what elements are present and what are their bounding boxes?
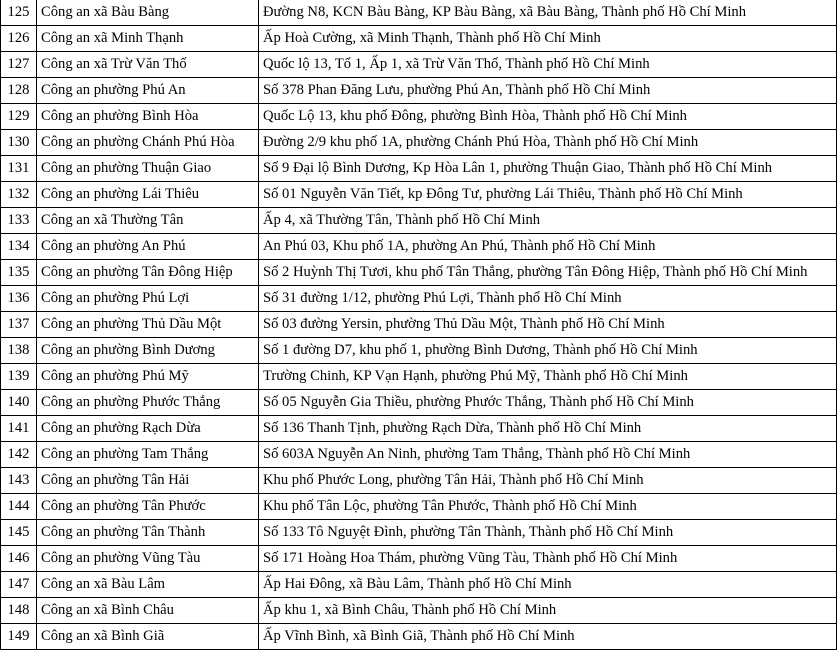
row-number-cell: 141 <box>1 416 37 442</box>
row-number-cell: 132 <box>1 182 37 208</box>
table-row <box>1 416 837 442</box>
table-row <box>1 78 837 104</box>
row-number-cell: 133 <box>1 208 37 234</box>
station-address-cell: Khu phố Phước Long, phường Tân Hải, Thành phố Hồ Chí Minh <box>259 468 837 494</box>
row-number-cell: 140 <box>1 390 37 416</box>
station-name-cell: Công an phường Bình Hòa <box>37 104 259 130</box>
table-row <box>1 468 837 494</box>
table-row <box>1 156 837 182</box>
table-row <box>1 624 837 650</box>
station-name-cell: Công an xã Bình Châu <box>37 598 259 624</box>
station-address-cell: Đường N8, KCN Bàu Bàng, KP Bàu Bàng, xã Bàu Bàng, Thành phố Hồ Chí Minh <box>259 0 837 26</box>
station-name-cell: Công an phường Bình Dương <box>37 338 259 364</box>
station-address-cell: Số 133 Tô Nguyệt Đình, phường Tân Thành, Thành phố Hồ Chí Minh <box>259 520 837 546</box>
station-address-cell: Số 01 Nguyễn Văn Tiết, kp Đông Tư, phường Lái Thiêu, Thành phố Hồ Chí Minh <box>259 182 837 208</box>
table-row <box>1 130 837 156</box>
row-number-cell: 137 <box>1 312 37 338</box>
station-address-cell: An Phú 03, Khu phố 1A, phường An Phú, Thành phố Hồ Chí Minh <box>259 234 837 260</box>
table-row <box>1 546 837 572</box>
table-row <box>1 312 837 338</box>
table-row <box>1 208 837 234</box>
table-row <box>1 338 837 364</box>
table-row <box>1 52 837 78</box>
station-address-cell: Đường 2/9 khu phố 1A, phường Chánh Phú Hòa, Thành phố Hồ Chí Minh <box>259 130 837 156</box>
station-name-cell: Công an xã Bàu Bàng <box>37 0 259 26</box>
row-number-cell: 125 <box>1 0 37 26</box>
row-number-cell: 147 <box>1 572 37 598</box>
station-name-cell: Công an phường Rạch Dừa <box>37 416 259 442</box>
station-address-cell: Ấp Hoà Cường, xã Minh Thạnh, Thành phố Hồ Chí Minh <box>259 26 837 52</box>
table-row <box>1 104 837 130</box>
table-row <box>1 494 837 520</box>
station-address-cell: Số 2 Huỳnh Thị Tươi, khu phố Tân Thắng, phường Tân Đông Hiệp, Thành phố Hồ Chí Minh <box>259 260 837 286</box>
station-address-cell: Ấp 4, xã Thường Tân, Thành phố Hồ Chí Minh <box>259 208 837 234</box>
table-row <box>1 182 837 208</box>
station-name-cell: Công an phường Phú Lợi <box>37 286 259 312</box>
table-row <box>1 364 837 390</box>
table-row <box>1 442 837 468</box>
row-number-cell: 149 <box>1 624 37 650</box>
station-name-cell: Công an phường Tân Thành <box>37 520 259 546</box>
station-name-cell: Công an phường Thủ Dầu Một <box>37 312 259 338</box>
row-number-cell: 148 <box>1 598 37 624</box>
station-name-cell: Công an phường Chánh Phú Hòa <box>37 130 259 156</box>
table-row <box>1 598 837 624</box>
station-address-cell: Khu phố Tân Lộc, phường Tân Phước, Thành phố Hồ Chí Minh <box>259 494 837 520</box>
station-name-cell: Công an xã Trừ Văn Thố <box>37 52 259 78</box>
table-row <box>1 26 837 52</box>
row-number-cell: 126 <box>1 26 37 52</box>
station-name-cell: Công an phường Tân Hải <box>37 468 259 494</box>
station-address-cell: Quốc lộ 13, Tổ 1, Ấp 1, xã Trừ Văn Thố, Thành phố Hồ Chí Minh <box>259 52 837 78</box>
station-name-cell: Công an phường Phú Mỹ <box>37 364 259 390</box>
row-number-cell: 145 <box>1 520 37 546</box>
station-name-cell: Công an xã Thường Tân <box>37 208 259 234</box>
row-number-cell: 127 <box>1 52 37 78</box>
row-number-cell: 136 <box>1 286 37 312</box>
row-number-cell: 139 <box>1 364 37 390</box>
station-address-cell: Số 171 Hoàng Hoa Thám, phường Vũng Tàu, Thành phố Hồ Chí Minh <box>259 546 837 572</box>
station-name-cell: Công an phường Phước Thắng <box>37 390 259 416</box>
table-row <box>1 390 837 416</box>
station-address-cell: Số 136 Thanh Tịnh, phường Rạch Dừa, Thành phố Hồ Chí Minh <box>259 416 837 442</box>
row-number-cell: 135 <box>1 260 37 286</box>
station-address-cell: Ấp Vĩnh Bình, xã Bình Giã, Thành phố Hồ Chí Minh <box>259 624 837 650</box>
station-name-cell: Công an phường Vũng Tàu <box>37 546 259 572</box>
station-address-cell: Số 378 Phan Đăng Lưu, phường Phú An, Thành phố Hồ Chí Minh <box>259 78 837 104</box>
station-name-cell: Công an phường Phú An <box>37 78 259 104</box>
station-address-cell: Quốc Lộ 13, khu phố Đông, phường Bình Hòa, Thành phố Hồ Chí Minh <box>259 104 837 130</box>
row-number-cell: 144 <box>1 494 37 520</box>
station-address-cell: Số 31 đường 1/12, phường Phú Lợi, Thành phố Hồ Chí Minh <box>259 286 837 312</box>
row-number-cell: 128 <box>1 78 37 104</box>
row-number-cell: 143 <box>1 468 37 494</box>
station-address-cell: Ấp Hai Đông, xã Bàu Lâm, Thành phố Hồ Chí Minh <box>259 572 837 598</box>
station-address-cell: Số 9 Đại lộ Bình Dương, Kp Hòa Lân 1, phường Thuận Giao, Thành phố Hồ Chí Minh <box>259 156 837 182</box>
table-row <box>1 234 837 260</box>
row-number-cell: 134 <box>1 234 37 260</box>
station-name-cell: Công an xã Bàu Lâm <box>37 572 259 598</box>
station-address-cell: Số 05 Nguyễn Gia Thiều, phường Phước Thắng, Thành phố Hồ Chí Minh <box>259 390 837 416</box>
station-name-cell: Công an phường Tân Đông Hiệp <box>37 260 259 286</box>
station-name-cell: Công an phường Thuận Giao <box>37 156 259 182</box>
station-address-cell: Số 603A Nguyễn An Ninh, phường Tam Thắng, Thành phố Hồ Chí Minh <box>259 442 837 468</box>
station-name-cell: Công an phường Tam Thắng <box>37 442 259 468</box>
table-row <box>1 520 837 546</box>
row-number-cell: 142 <box>1 442 37 468</box>
station-address-cell: Trường Chinh, KP Vạn Hạnh, phường Phú Mỹ, Thành phố Hồ Chí Minh <box>259 364 837 390</box>
station-address-cell: Số 1 đường D7, khu phố 1, phường Bình Dương, Thành phố Hồ Chí Minh <box>259 338 837 364</box>
station-name-cell: Công an phường Lái Thiêu <box>37 182 259 208</box>
row-number-cell: 131 <box>1 156 37 182</box>
station-name-cell: Công an xã Minh Thạnh <box>37 26 259 52</box>
table-body <box>1 0 837 650</box>
row-number-cell: 138 <box>1 338 37 364</box>
table-row <box>1 260 837 286</box>
table-row <box>1 572 837 598</box>
table-row <box>1 286 837 312</box>
station-address-cell: Số 03 đường Yersin, phường Thủ Dầu Một, Thành phố Hồ Chí Minh <box>259 312 837 338</box>
row-number-cell: 129 <box>1 104 37 130</box>
station-address-cell: Ấp khu 1, xã Bình Châu, Thành phố Hồ Chí Minh <box>259 598 837 624</box>
row-number-cell: 146 <box>1 546 37 572</box>
table-row <box>1 0 837 26</box>
row-number-cell: 130 <box>1 130 37 156</box>
station-name-cell: Công an xã Bình Giã <box>37 624 259 650</box>
station-name-cell: Công an phường An Phú <box>37 234 259 260</box>
station-name-cell: Công an phường Tân Phước <box>37 494 259 520</box>
